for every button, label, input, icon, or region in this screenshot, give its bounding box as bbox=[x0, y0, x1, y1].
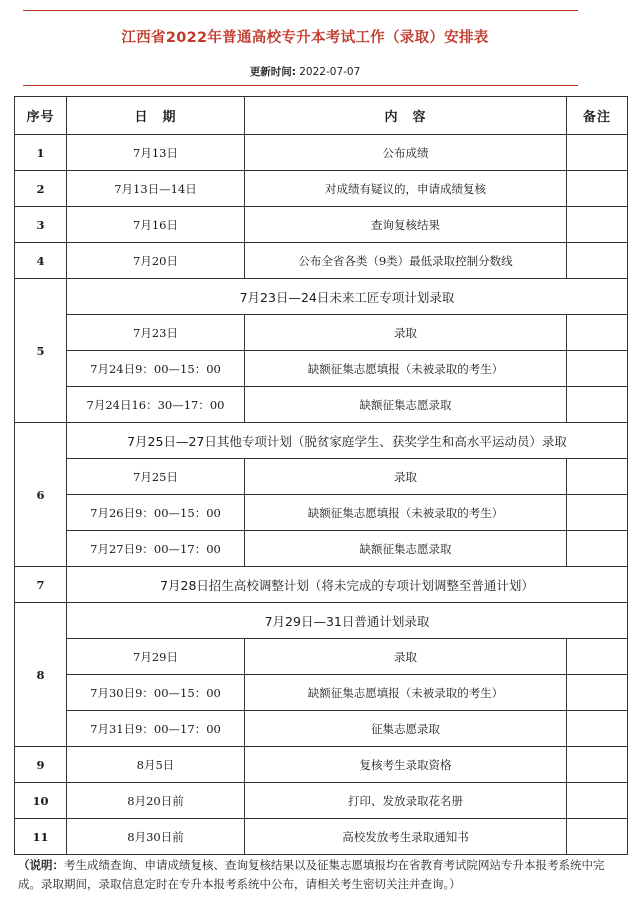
header-seq: 序号 bbox=[15, 97, 67, 135]
table-row bbox=[15, 351, 628, 387]
row-remark bbox=[567, 351, 628, 387]
header-remark: 备注 bbox=[567, 97, 628, 135]
section-heading: 7月29日—31日普通计划录取 bbox=[67, 603, 628, 639]
row-date: 7月30日9：00—15：00 bbox=[67, 675, 245, 711]
row-date: 7月27日9：00—17：00 bbox=[67, 531, 245, 567]
table-row bbox=[15, 567, 628, 603]
header-content: 内 容 bbox=[245, 97, 567, 135]
table-header-row bbox=[15, 97, 628, 135]
table-row bbox=[15, 747, 628, 783]
header-date: 日 期 bbox=[67, 97, 245, 135]
row-date: 7月23日 bbox=[67, 315, 245, 351]
row-date: 7月20日 bbox=[67, 243, 245, 279]
section-heading-row bbox=[15, 279, 628, 315]
row-content: 缺额征集志愿填报（未被录取的考生） bbox=[245, 675, 567, 711]
row-seq: 4 bbox=[15, 243, 67, 279]
page-title: 江西省2022年普通高校专升本考试工作（录取）安排表 bbox=[121, 30, 489, 46]
table-row bbox=[15, 639, 628, 675]
table-row bbox=[15, 459, 628, 495]
row-date: 7月29日 bbox=[67, 639, 245, 675]
section-heading: 7月25日—27日其他专项计划（脱贫家庭学生、获奖学生和高水平运动员）录取 bbox=[67, 423, 628, 459]
row-content: 高校发放考生录取通知书 bbox=[245, 819, 567, 855]
row-date: 7月16日 bbox=[67, 207, 245, 243]
table-row bbox=[15, 711, 628, 747]
row-remark bbox=[567, 207, 628, 243]
table-row bbox=[15, 819, 628, 855]
row-date: 7月24日9：00—15：00 bbox=[67, 351, 245, 387]
row-remark bbox=[567, 531, 628, 567]
row-remark bbox=[567, 243, 628, 279]
row-remark bbox=[567, 675, 628, 711]
section-heading: 7月28日招生高校调整计划（将未完成的专项计划调整至普通计划） bbox=[67, 567, 628, 603]
row-seq: 10 bbox=[15, 783, 67, 819]
row-content: 缺额征集志愿录取 bbox=[245, 531, 567, 567]
row-seq: 11 bbox=[15, 819, 67, 855]
row-content: 复核考生录取资格 bbox=[245, 747, 567, 783]
title-divider bbox=[23, 85, 578, 86]
table-row bbox=[15, 135, 628, 171]
row-seq: 2 bbox=[15, 171, 67, 207]
row-date: 7月13日—14日 bbox=[67, 171, 245, 207]
row-remark bbox=[567, 315, 628, 351]
row-date: 8月30日前 bbox=[67, 819, 245, 855]
table-row bbox=[15, 207, 628, 243]
footnote-label: （说明： bbox=[18, 858, 64, 872]
row-remark bbox=[567, 639, 628, 675]
table-row bbox=[15, 171, 628, 207]
row-remark bbox=[567, 711, 628, 747]
row-seq: 9 bbox=[15, 747, 67, 783]
update-time bbox=[0, 64, 610, 79]
row-seq: 7 bbox=[15, 567, 67, 603]
row-date: 7月26日9：00—15：00 bbox=[67, 495, 245, 531]
table-row bbox=[15, 387, 628, 423]
row-date: 8月5日 bbox=[67, 747, 245, 783]
table-row bbox=[15, 243, 628, 279]
row-remark bbox=[567, 459, 628, 495]
table-row bbox=[15, 783, 628, 819]
row-content: 录取 bbox=[245, 459, 567, 495]
table-row bbox=[15, 315, 628, 351]
row-remark bbox=[567, 495, 628, 531]
row-date: 7月31日9：00—17：00 bbox=[67, 711, 245, 747]
row-content: 征集志愿录取 bbox=[245, 711, 567, 747]
row-content: 录取 bbox=[245, 315, 567, 351]
row-remark bbox=[567, 171, 628, 207]
row-date: 7月24日16：30—17：00 bbox=[67, 387, 245, 423]
update-time-value: 2022-07-07 bbox=[299, 66, 361, 78]
row-seq: 3 bbox=[15, 207, 67, 243]
row-date: 8月20日前 bbox=[67, 783, 245, 819]
row-content: 缺额征集志愿填报（未被录取的考生） bbox=[245, 495, 567, 531]
row-content: 对成绩有疑议的，申请成绩复核 bbox=[245, 171, 567, 207]
section-heading-row bbox=[15, 423, 628, 459]
row-seq: 1 bbox=[15, 135, 67, 171]
row-seq: 8 bbox=[15, 603, 67, 747]
row-date: 7月25日 bbox=[67, 459, 245, 495]
footnote-text: 考生成绩查询、申请成绩复核、查询复核结果以及征集志愿填报均在省教育考试院网站专升本报考系统中完成。录取期间，录取信息定时在专升本报考系统中公布，请相关考生密切关注并查询。） bbox=[18, 858, 605, 891]
row-remark bbox=[567, 747, 628, 783]
table-row bbox=[15, 531, 628, 567]
row-content: 查询复核结果 bbox=[245, 207, 567, 243]
row-remark bbox=[567, 783, 628, 819]
row-content: 打印、发放录取花名册 bbox=[245, 783, 567, 819]
row-content: 录取 bbox=[245, 639, 567, 675]
row-remark bbox=[567, 135, 628, 171]
schedule-table bbox=[14, 96, 628, 855]
update-time-label: 更新时间: bbox=[249, 66, 296, 78]
row-date: 7月13日 bbox=[67, 135, 245, 171]
row-seq: 6 bbox=[15, 423, 67, 567]
table-row bbox=[15, 495, 628, 531]
section-heading-row bbox=[15, 603, 628, 639]
row-seq: 5 bbox=[15, 279, 67, 423]
row-remark bbox=[567, 819, 628, 855]
row-content: 缺额征集志愿录取 bbox=[245, 387, 567, 423]
section-heading: 7月23日—24日未来工匠专项计划录取 bbox=[67, 279, 628, 315]
row-content: 公布全省各类（9类）最低录取控制分数线 bbox=[245, 243, 567, 279]
top-divider bbox=[23, 10, 578, 11]
row-content: 公布成绩 bbox=[245, 135, 567, 171]
footnote bbox=[18, 856, 618, 894]
row-content: 缺额征集志愿填报（未被录取的考生） bbox=[245, 351, 567, 387]
row-remark bbox=[567, 387, 628, 423]
table-row bbox=[15, 675, 628, 711]
